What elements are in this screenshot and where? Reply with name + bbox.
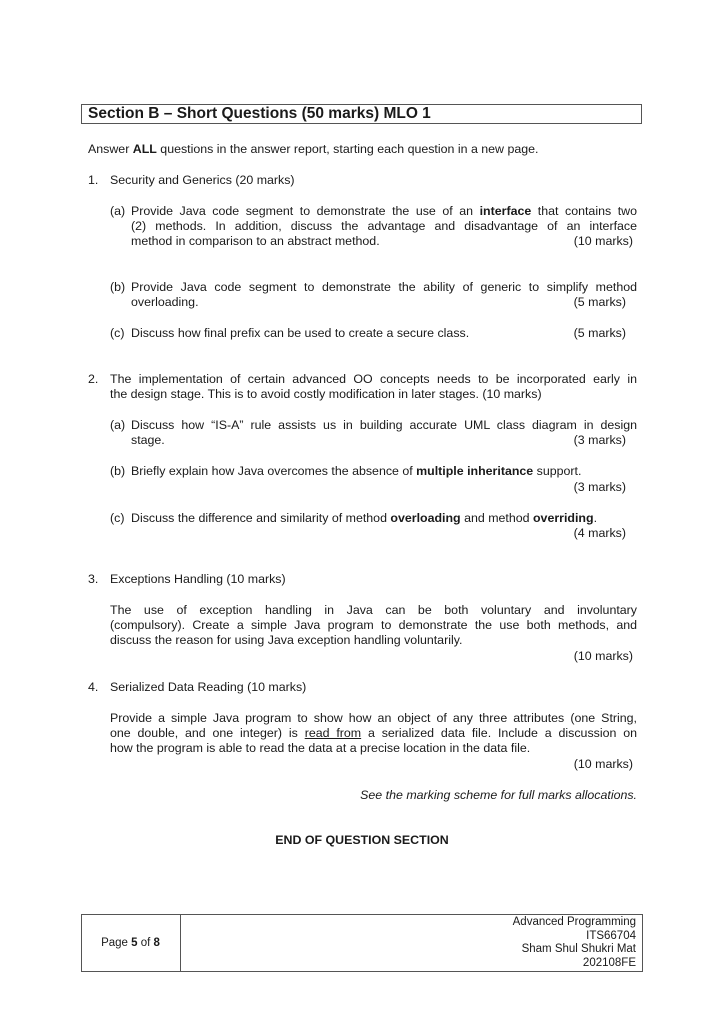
question-4-line-2	[110, 726, 637, 741]
question-3-number: 3.	[88, 572, 99, 586]
page-current: 5	[131, 937, 138, 949]
q1a-keyword: interface	[479, 204, 532, 218]
q2c-text: Discuss the difference and similarity of method	[131, 511, 391, 525]
page-label: Page	[101, 937, 132, 949]
q1b-label: (b)	[110, 280, 126, 294]
question-3-line-2: (compulsory). Create a simple Java program to demonstrate the use both methods, and	[110, 618, 637, 632]
q2b-line-1	[131, 464, 581, 479]
footer-course-info	[513, 916, 636, 970]
marking-scheme-note: See the marking scheme for full marks allocations.	[360, 788, 637, 802]
question-3-line-3: discuss the reason for using Java exception handling voluntarily.	[110, 633, 463, 647]
question-1-number: 1.	[88, 173, 99, 187]
session-code: 202108FE	[582, 956, 636, 969]
question-4-marks: (10 marks)	[573, 757, 633, 771]
q2a-line-2: stage.	[131, 433, 165, 447]
question-4-line-3: how the program is able to read the data at a precise location in the data file.	[110, 741, 531, 755]
instructions	[88, 142, 538, 157]
lecturer-name: Sham Shul Shukri Mat	[521, 943, 636, 956]
q1a-line-1	[131, 204, 637, 219]
instructions-emphasis: ALL	[132, 142, 157, 156]
footer-divider	[180, 914, 181, 972]
question-4-title: Serialized Data Reading (10 marks)	[110, 680, 307, 694]
q4-underlined-text: read from	[304, 726, 362, 740]
question-3-title: Exceptions Handling (10 marks)	[110, 572, 286, 586]
end-of-section: END OF QUESTION SECTION	[275, 833, 449, 847]
q1b-line-1: Provide Java code segment to demonstrate the ability of generic to simplify method	[131, 280, 637, 294]
course-code: ITS66704	[586, 929, 636, 942]
q2b-text-rest: support.	[533, 464, 582, 478]
q1c-label: (c)	[110, 326, 125, 340]
q2c-label: (c)	[110, 511, 125, 525]
q2a-marks: (3 marks)	[573, 433, 626, 447]
q2b-marks: (3 marks)	[573, 480, 626, 494]
q4-text-rest: a serialized data file. Include a discussion on	[361, 726, 637, 740]
question-3-line-1: The use of exception handling in Java can be both voluntary and involuntary	[110, 603, 637, 617]
q2c-keyword-overloading: overloading	[390, 511, 461, 525]
q1b-marks: (5 marks)	[573, 295, 626, 309]
q1c-line-1: Discuss how final prefix can be used to create a secure class.	[131, 326, 470, 340]
q1c-marks: (5 marks)	[573, 326, 626, 340]
q2c-text-mid: and method	[460, 511, 533, 525]
q2b-text: Briefly explain how Java overcomes the absence of	[131, 464, 417, 478]
page-total: 8	[153, 937, 160, 949]
question-1-title: Security and Generics (20 marks)	[110, 173, 295, 187]
q4-text: one double, and one integer) is	[110, 726, 305, 740]
page-of: of	[137, 937, 154, 949]
q1a-line-3: method in comparison to an abstract method.	[131, 234, 380, 248]
q2c-line-1	[131, 511, 597, 526]
section-title: Section B – Short Questions (50 marks) MLO 1	[88, 105, 431, 122]
q2a-label: (a)	[110, 418, 126, 432]
question-2-line-1: The implementation of certain advanced OO concepts needs to be incorporated early in	[110, 372, 637, 386]
question-3-marks: (10 marks)	[573, 649, 633, 663]
q2b-keyword: multiple inheritance	[416, 464, 534, 478]
q1a-line-2: (2) methods. In addition, discuss the advantage and disadvantage of an interface	[131, 219, 637, 233]
instructions-text-rest: questions in the answer report, starting each question in a new page.	[156, 142, 539, 156]
q1b-line-2: overloading.	[131, 295, 199, 309]
question-4-number: 4.	[88, 680, 99, 694]
q1a-marks: (10 marks)	[573, 234, 633, 248]
question-4-line-1: Provide a simple Java program to show how an object of any three attributes (one String,	[110, 711, 637, 725]
q1a-text-rest: that contains two	[531, 204, 637, 218]
instructions-text: Answer	[88, 142, 133, 156]
q1a-label: (a)	[110, 204, 126, 218]
q2c-text-end: .	[593, 511, 598, 525]
q2b-label: (b)	[110, 464, 126, 478]
q1a-text: Provide Java code segment to demonstrate the use of an	[131, 204, 480, 218]
q2c-keyword-overriding: overriding	[532, 511, 594, 525]
question-2-line-2: the design stage. This is to avoid costly modification in later stages. (10 marks)	[110, 387, 542, 401]
course-name: Advanced Programming	[512, 916, 636, 928]
q2a-line-1: Discuss how “IS-A” rule assists us in building accurate UML class diagram in design	[131, 418, 637, 432]
q2c-marks: (4 marks)	[573, 526, 626, 540]
question-2-number: 2.	[88, 372, 99, 386]
page-number	[81, 936, 180, 951]
